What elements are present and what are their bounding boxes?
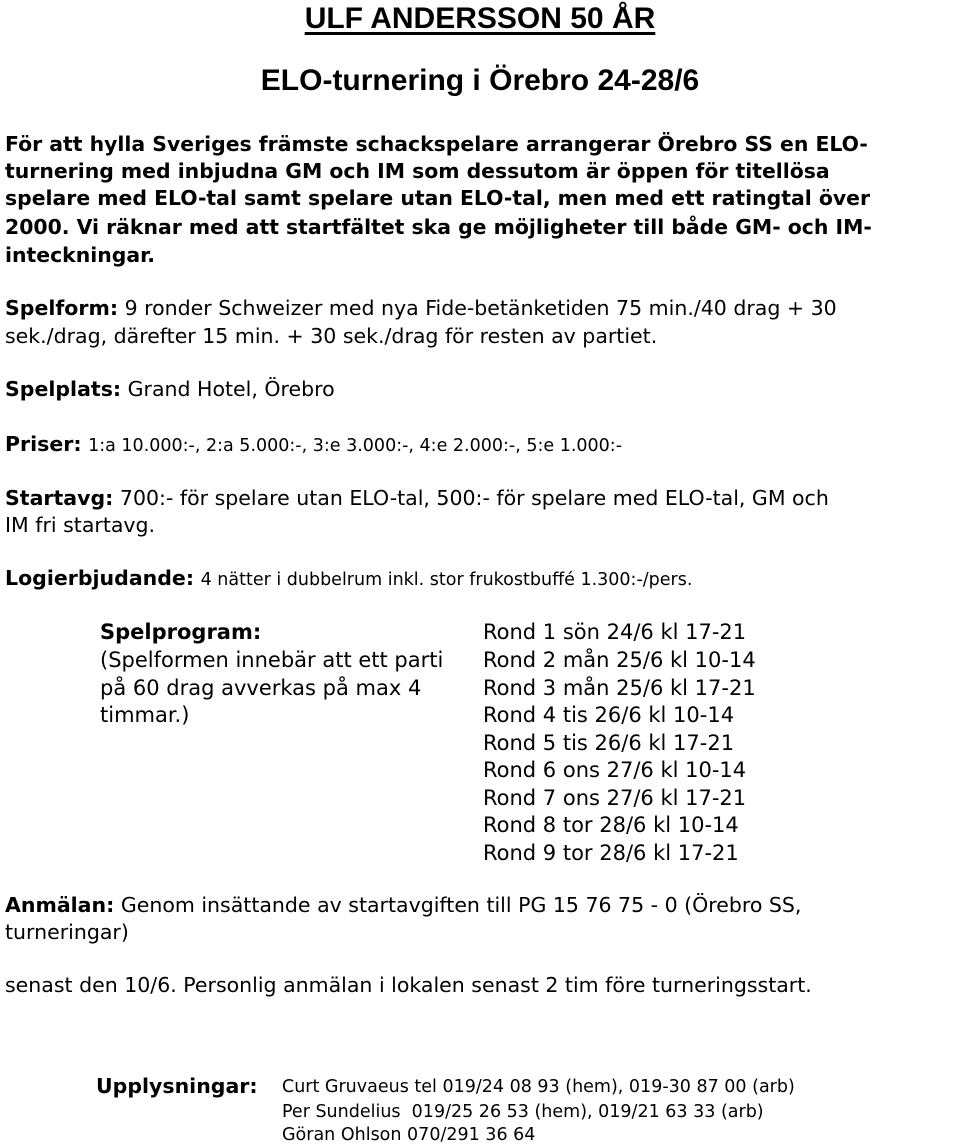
spelform-line-2: sek./drag, därefter 15 min. + 30 sek./drag för resten av partiet. xyxy=(5,324,658,348)
priser-label: Priser: xyxy=(5,432,82,456)
spelform-text: 9 ronder Schweizer med nya Fide-betänketiden 75 min./40 drag + 30 xyxy=(124,296,837,320)
priser-value: 1:a 10.000:-, 2:a 5.000:-, 3:e 3.000:-, 4:e 2.000:-, 5:e 1.000:- xyxy=(88,436,623,456)
anmalan-line-3: senast den 10/6. Personlig anmälan i lokalen senast 2 tim före turneringsstart. xyxy=(5,973,812,997)
spelprogram-label: Spelprogram: xyxy=(100,620,262,644)
round-item: Rond 7 ons 27/6 kl 17-21 xyxy=(483,786,747,810)
round-item: Rond 2 mån 25/6 kl 10-14 xyxy=(483,648,756,672)
spelprogram-note: timmar.) xyxy=(100,703,190,727)
logi-line xyxy=(5,566,692,590)
anmalan-label: Anmälan: xyxy=(5,893,115,917)
intro-line: inteckningar. xyxy=(5,243,156,267)
spelplats-line xyxy=(5,377,335,401)
startavg-text: 700:- för spelare utan ELO-tal, 500:- för spelare med ELO-tal, GM och xyxy=(119,486,829,510)
spelplats-value: Grand Hotel, Örebro xyxy=(127,377,335,401)
round-item: Rond 3 mån 25/6 kl 17-21 xyxy=(483,676,756,700)
round-item: Rond 8 tor 28/6 kl 10-14 xyxy=(483,813,739,837)
spelplats-label: Spelplats: xyxy=(5,377,122,401)
anmalan-line-2: turneringar) xyxy=(5,920,129,944)
round-item: Rond 5 tis 26/6 kl 17-21 xyxy=(483,731,735,755)
round-item: Rond 9 tor 28/6 kl 17-21 xyxy=(483,841,739,865)
startavg-label: Startavg: xyxy=(5,486,114,510)
round-item: Rond 1 sön 24/6 kl 17-21 xyxy=(483,620,747,644)
priser-line xyxy=(5,432,622,456)
intro-line: turnering med inbjudna GM och IM som dessutom är öppen för titellösa xyxy=(5,159,830,183)
spelprogram-note: på 60 drag avverkas på max 4 xyxy=(100,676,422,700)
contact-line: Göran Ohlson 070/291 36 64 xyxy=(282,1125,536,1145)
anmalan-line xyxy=(5,893,801,917)
logi-value: 4 nätter i dubbelrum inkl. stor frukostbuffé 1.300:-/pers. xyxy=(200,570,693,590)
page-title: ULF ANDERSSON 50 ÅR xyxy=(304,2,656,35)
upplysningar-label: Upplysningar: xyxy=(96,1074,258,1098)
startavg-line xyxy=(5,486,829,510)
spelprogram-note: (Spelformen innebär att ett parti xyxy=(100,648,444,672)
logi-label: Logierbjudande: xyxy=(5,566,195,590)
spelform-label: Spelform: xyxy=(5,296,119,320)
contact-line: Curt Gruvaeus tel 019/24 08 93 (hem), 019-30 87 00 (arb) xyxy=(282,1077,795,1097)
intro-line: För att hylla Sveriges främste schackspelare arrangerar Örebro SS en ELO- xyxy=(5,132,868,156)
round-item: Rond 6 ons 27/6 kl 10-14 xyxy=(483,758,747,782)
startavg-line-2: IM fri startavg. xyxy=(5,513,156,537)
round-item: Rond 4 tis 26/6 kl 10-14 xyxy=(483,703,735,727)
intro-line: spelare med ELO-tal samt spelare utan ELO-tal, men med ett ratingtal över xyxy=(5,186,870,210)
anmalan-text: Genom insättande av startavgiften till PG 15 76 75 - 0 (Örebro SS, xyxy=(120,893,802,917)
spelform-line xyxy=(5,296,837,320)
contact-line: Per Sundelius 019/25 26 53 (hem), 019/21 63 33 (arb) xyxy=(282,1102,764,1122)
page-subtitle: ELO-turnering i Örebro 24-28/6 xyxy=(260,64,700,97)
intro-line: 2000. Vi räknar med att startfältet ska ge möjligheter till både GM- och IM- xyxy=(5,215,872,239)
